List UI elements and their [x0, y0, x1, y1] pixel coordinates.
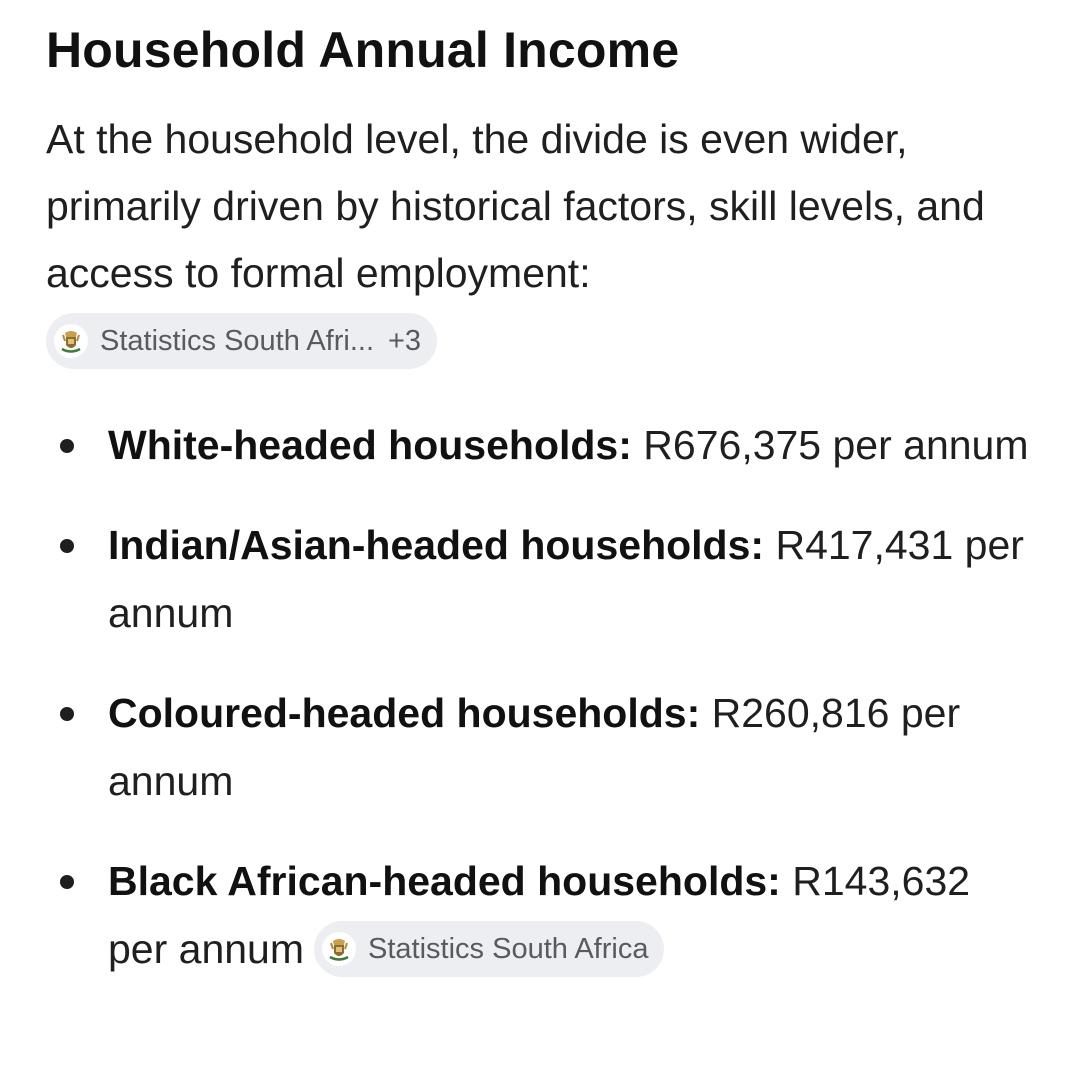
item-label: White-headed households: — [108, 422, 632, 468]
coat-of-arms-icon — [322, 932, 356, 966]
bullet-icon — [60, 707, 74, 721]
intro-paragraph: At the household level, the divide is even wider, primarily driven by historical factors, skill levels, and access to formal employment: — [46, 116, 985, 296]
item-value: R260,816 per annum — [108, 690, 961, 804]
inline-source-chip[interactable] — [314, 921, 664, 977]
list-item — [46, 511, 1038, 647]
list-item — [46, 847, 1038, 983]
list-item — [46, 411, 1038, 479]
bullet-icon — [60, 539, 74, 553]
inline-source-chip-label: Statistics South Africa — [368, 933, 649, 966]
item-label: Coloured-headed households: — [108, 690, 701, 736]
item-label: Black African-headed households: — [108, 858, 781, 904]
bullet-icon — [60, 875, 74, 889]
source-chip[interactable] — [46, 313, 437, 369]
coat-of-arms-icon — [54, 324, 88, 358]
item-label: Indian/Asian-headed households: — [108, 522, 765, 568]
item-value: R417,431 per annum — [108, 522, 1024, 636]
list-item — [46, 679, 1038, 815]
income-list — [46, 411, 1046, 983]
section-heading: Household Annual Income — [46, 22, 680, 78]
source-chip-count: +3 — [388, 324, 422, 357]
response-content — [46, 18, 1046, 1015]
item-value: R676,375 per annum — [631, 422, 1029, 468]
source-chip-label: Statistics South Afri... — [100, 324, 374, 357]
bullet-icon — [60, 439, 74, 453]
item-value: R143,632 per annum — [108, 858, 971, 972]
